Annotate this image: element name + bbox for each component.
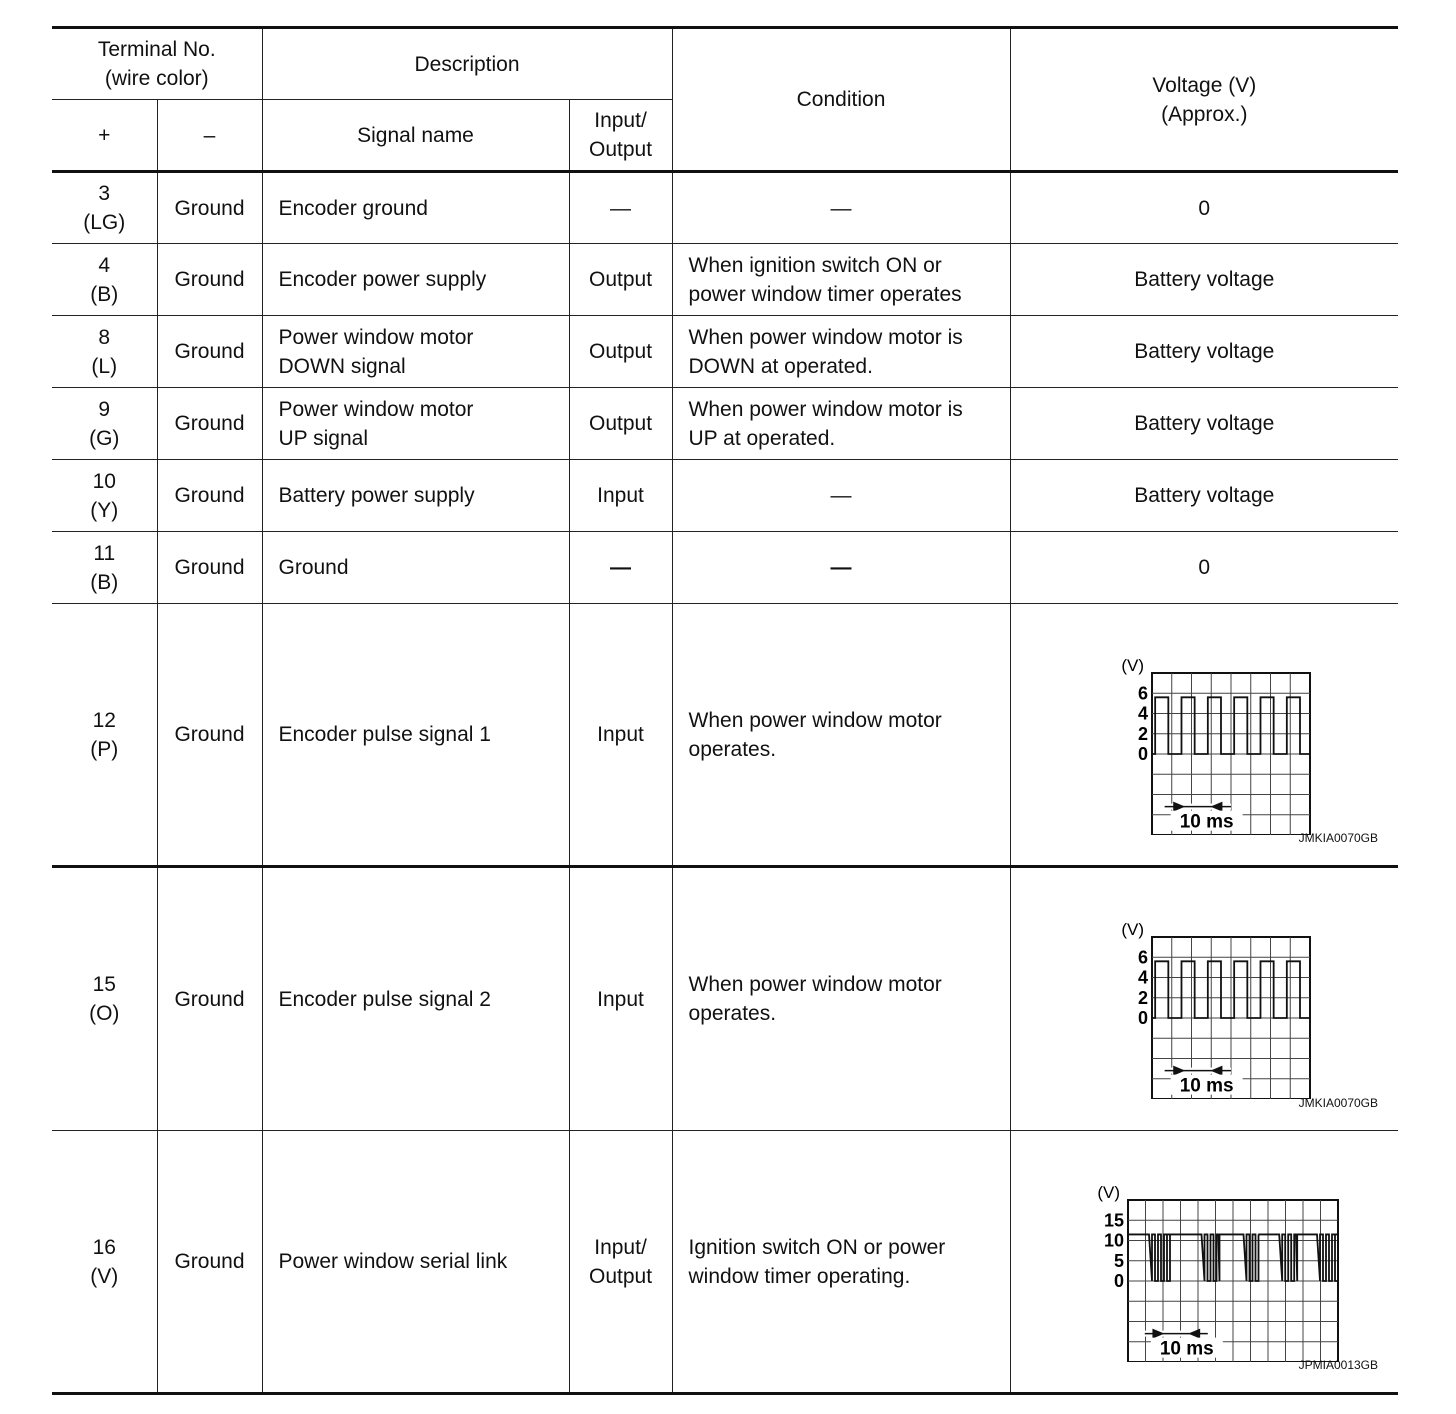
voltage-cell: Battery voltage xyxy=(1010,460,1398,532)
signal-cell: Power window serial link xyxy=(262,1131,569,1394)
waveform-cell xyxy=(1010,604,1398,867)
io-cell: Output xyxy=(569,244,672,316)
scale-arrow xyxy=(1211,801,1223,811)
minus-cell: Ground xyxy=(157,316,262,388)
io-cell: Input xyxy=(569,460,672,532)
terminal-cell: 11 (B) xyxy=(52,532,157,604)
signal-cell: Power window motor DOWN signal xyxy=(262,316,569,388)
condition-cell: — xyxy=(672,460,1010,532)
header-voltage: Voltage (V) (Approx.) xyxy=(1010,28,1398,172)
minus-cell: Ground xyxy=(157,1131,262,1394)
minus-cell: Ground xyxy=(157,532,262,604)
y-tick-label: 15 xyxy=(1104,1209,1125,1230)
table-row xyxy=(52,460,1398,532)
table-row xyxy=(52,532,1398,604)
io-cell: Input xyxy=(569,867,672,1131)
voltage-cell: Battery voltage xyxy=(1010,316,1398,388)
condition-cell: When power window motor operates. xyxy=(672,867,1010,1131)
header-condition: Condition xyxy=(672,28,1010,172)
signal-cell: Encoder pulse signal 1 xyxy=(262,604,569,867)
scale-arrow xyxy=(1211,1066,1223,1076)
y-tick-label: 0 xyxy=(1138,743,1149,764)
voltage-cell: 0 xyxy=(1010,532,1398,604)
signal-cell: Encoder pulse signal 2 xyxy=(262,867,569,1131)
figure-code: JPMIA0013GB xyxy=(1298,1358,1379,1372)
signal-cell: Battery power supply xyxy=(262,460,569,532)
table-row xyxy=(52,244,1398,316)
signal-cell: Encoder ground xyxy=(262,172,569,244)
y-tick-label: 2 xyxy=(1138,987,1149,1008)
signal-cell: Power window motor UP signal xyxy=(262,388,569,460)
condition-cell: — xyxy=(672,172,1010,244)
header-signal-name: Signal name xyxy=(262,100,569,172)
table-row xyxy=(52,316,1398,388)
y-tick-label: 0 xyxy=(1138,1008,1149,1028)
terminal-cell: 15 (O) xyxy=(52,867,157,1131)
header-minus: – xyxy=(157,100,262,172)
y-tick-label: 4 xyxy=(1138,967,1149,988)
condition-cell: When ignition switch ON or power window timer operates xyxy=(672,244,1010,316)
scale-arrow xyxy=(1188,1328,1200,1338)
header-description: Description xyxy=(262,28,672,100)
waveform-cell xyxy=(1010,867,1398,1131)
io-cell: Output xyxy=(569,316,672,388)
minus-cell: Ground xyxy=(157,867,262,1131)
minus-cell: Ground xyxy=(157,604,262,867)
y-tick-label: 0 xyxy=(1114,1270,1125,1291)
header-input-output: Input/ Output xyxy=(569,100,672,172)
voltage-cell: Battery voltage xyxy=(1010,388,1398,460)
axis-unit-label: (V) xyxy=(1121,920,1145,939)
axis-unit-label: (V) xyxy=(1097,1182,1121,1202)
figure-code: JMKIA0070GB xyxy=(1298,1096,1379,1110)
voltage-cell: Battery voltage xyxy=(1010,244,1398,316)
terminal-table xyxy=(52,26,1398,1395)
waveform-cell xyxy=(1010,1131,1398,1394)
oscilloscope-waveform xyxy=(1054,635,1354,835)
y-tick-label: 6 xyxy=(1138,947,1149,968)
y-tick-label: 10 xyxy=(1104,1230,1125,1250)
header-terminal: Terminal No. (wire color) xyxy=(52,28,262,100)
io-cell: — xyxy=(569,172,672,244)
table-row xyxy=(52,172,1398,244)
condition-cell: When power window motor operates. xyxy=(672,604,1010,867)
table-row xyxy=(52,388,1398,460)
y-tick-label: 2 xyxy=(1138,723,1149,744)
minus-cell: Ground xyxy=(157,460,262,532)
condition-cell: When power window motor is UP at operated. xyxy=(672,388,1010,460)
time-scale-label: 10 ms xyxy=(1160,1338,1215,1360)
minus-cell: Ground xyxy=(157,172,262,244)
time-scale-label: 10 ms xyxy=(1179,1075,1234,1097)
header-plus: + xyxy=(52,100,157,172)
table-row xyxy=(52,867,1398,1131)
terminal-cell: 16 (V) xyxy=(52,1131,157,1394)
terminal-cell: 9 (G) xyxy=(52,388,157,460)
scale-arrow xyxy=(1173,801,1185,811)
y-tick-label: 5 xyxy=(1114,1250,1125,1271)
condition-cell: Ignition switch ON or power window timer operating. xyxy=(672,1131,1010,1394)
io-cell: Input/ Output xyxy=(569,1131,672,1394)
io-cell: Input xyxy=(569,604,672,867)
condition-cell: When power window motor is DOWN at operated. xyxy=(672,316,1010,388)
signal-cell: Encoder power supply xyxy=(262,244,569,316)
y-tick-label: 6 xyxy=(1138,682,1149,703)
table-row xyxy=(52,1131,1398,1394)
oscilloscope-waveform xyxy=(1054,899,1354,1099)
io-cell: Output xyxy=(569,388,672,460)
signal-cell: Ground xyxy=(262,532,569,604)
axis-unit-label: (V) xyxy=(1121,655,1145,675)
time-scale-label: 10 ms xyxy=(1179,811,1234,833)
y-tick-label: 4 xyxy=(1138,703,1149,723)
condition-cell: — xyxy=(672,532,1010,604)
minus-cell: Ground xyxy=(157,388,262,460)
terminal-cell: 4 (B) xyxy=(52,244,157,316)
terminal-cell: 8 (L) xyxy=(52,316,157,388)
terminal-cell: 10 (Y) xyxy=(52,460,157,532)
figure-code: JMKIA0070GB xyxy=(1298,831,1379,845)
terminal-cell: 12 (P) xyxy=(52,604,157,867)
oscilloscope-waveform xyxy=(1054,1162,1354,1362)
io-cell: — xyxy=(569,532,672,604)
terminal-cell: 3 (LG) xyxy=(52,172,157,244)
scale-arrow xyxy=(1173,1066,1185,1076)
minus-cell: Ground xyxy=(157,244,262,316)
table-row xyxy=(52,604,1398,867)
voltage-cell: 0 xyxy=(1010,172,1398,244)
